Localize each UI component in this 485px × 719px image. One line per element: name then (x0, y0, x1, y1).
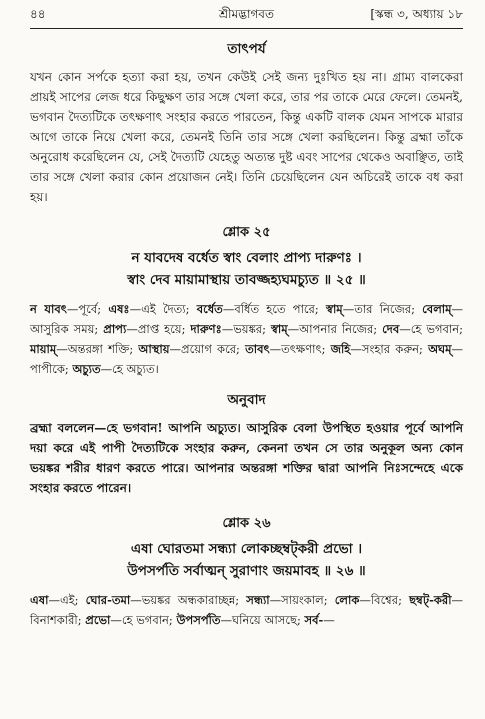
translation-heading: অনুবাদ (227, 392, 266, 408)
verse-25-synonyms (30, 299, 463, 379)
synonym-word: ছম্বট্-করী (409, 593, 452, 607)
synonym-separator: — (100, 362, 113, 376)
synonym-separator: — (110, 613, 122, 627)
synonym-word: বর্ধেত (196, 302, 223, 316)
synonym-meaning: হে ভগবান; (121, 613, 177, 627)
synonym-separator: — (222, 302, 235, 316)
book-title: শ্রীমদ্ভাগবত (218, 7, 274, 21)
synonym-meaning: হে অচ্যুত। (112, 362, 159, 376)
synonym-separator: — (342, 302, 355, 316)
synonym-word: সর্ব- (304, 613, 324, 627)
synonym-word: স্বাম্ (270, 322, 288, 336)
synonym-meaning: তৎক্ষণাৎ; (281, 342, 331, 356)
synonym-separator: — (129, 302, 142, 316)
purport-text: যখন কোন সর্পকে হত্যা করা হয়, তখন কেউই সেই জন্য দুঃখিত হয় না। গ্রাম্য বালকেরা প্রায়ই সাপের লেজ ধরে কিছুক্ষণ তার সঙ্গে খেলা করে, তার পর তাকে মেরে ফেলে। তেমনই, ভগবান দৈত্যটিকে তৎক্ষণাৎ সংহার করতে পারতেন, কিন্তু একটি বালক যেমন সাপকে মারার আগে তাকে নিয়ে খেলা করে, তেমনই তিনি তার সঙ্গে খেলা করছিলেন। কিন্তু ব্রহ্মা তাঁকে অনুরোধ করেছিলেন যে, সেই দৈত্যটি যেহেতু অত্যন্ত দুষ্ট এবং সাপের থেকেও অবাঞ্ছিত, তাই তার সঙ্গে খেলা করার কোন প্রয়োজন নেই। তিনি চেয়েছিলেন যেন অচিরেই তাকে বধ করা হয়। (30, 70, 463, 204)
synonym-word: বেলাম্ (422, 302, 452, 316)
synonym-separator: — (451, 302, 463, 316)
synonym-meaning: সায়ংকাল; (281, 593, 335, 607)
verse-25-line-2: স্বাং দেব মায়ামাস্থায় তাবজ্জহ্যঘমচ্যুত ॥ ২৫ ॥ (127, 272, 366, 288)
synonym-word: দেব (382, 322, 400, 336)
synonym-word: দারুণঃ (190, 322, 222, 336)
verse-26-line-1: এষা ঘোরতমা সন্ধ্যা লোকচ্ছম্বট্‌করী প্রভো । (130, 541, 363, 557)
verse-25-title: শ্লোক ২৫ (222, 225, 271, 240)
synonym-separator: — (287, 322, 300, 336)
synonym-meaning: বিনাশকারী; (30, 613, 86, 627)
synonym-meaning: পাপীকে; (30, 362, 73, 376)
synonym-meaning: আসুরিক সময়; (30, 322, 104, 336)
header-rule (30, 28, 463, 29)
synonym-meaning: এই দৈত্য; (141, 302, 197, 316)
synonym-word: স্বাম্ (325, 302, 343, 316)
synonym-word: ঘোর-তমা (85, 593, 131, 607)
synonym-word: প্রাপ্য (103, 322, 127, 336)
running-header (30, 6, 463, 26)
synonym-meaning: ভয়ঙ্কর অন্ধকারাচ্ছন্ন; (141, 593, 247, 607)
synonym-meaning: অন্তরঙ্গা শক্তি; (67, 342, 139, 356)
synonym-meaning: ঘনিয়ে আসছে; (232, 613, 305, 627)
synonym-separator: — (350, 342, 362, 356)
synonym-separator: — (269, 593, 282, 607)
synonym-word: প্রভো (85, 613, 111, 627)
synonym-word: সন্ধ্যা (246, 593, 270, 607)
synonym-separator: — (451, 342, 464, 356)
verse-25-line-1: ন যাবদেষ বর্ধেত স্বাং বেলাং প্রাপ্য দারুণঃ । (131, 250, 362, 266)
synonym-separator: — (56, 342, 68, 356)
synonym-separator: — (451, 593, 464, 607)
synonym-separator: — (126, 322, 138, 336)
synonym-separator: — (220, 613, 233, 627)
synonym-word: তাবৎ (245, 342, 270, 356)
verse-26-synonyms (30, 590, 463, 630)
synonym-meaning: ভয়ঙ্কর; (233, 322, 271, 336)
synonym-word: ন যাবৎ (30, 302, 67, 316)
synonym-separator: — (221, 322, 234, 336)
verse-26-title: শ্লোক ২৬ (222, 516, 271, 531)
synonym-separator: — (48, 593, 60, 607)
purport-heading: তাৎপর্য (227, 41, 266, 57)
synonym-word: লোক (334, 593, 360, 607)
synonym-word: মায়াম্ (30, 342, 57, 356)
synonym-meaning: এই; (59, 593, 86, 607)
section-label: [স্কন্ধ ৩, অধ্যায় ১৮ (370, 7, 463, 21)
synonym-separator: — (130, 593, 142, 607)
verse-25-translation: ব্রহ্মা বললেন—হে ভগবান! আপনি অচ্যুত। আসুরিক বেলা উপস্থিত হওয়ার পূর্বে আপনি দয়া করে এই পাপী দৈত্যটিকে সংহার করুন, কেননা তখন সে তার অনুকূল অন্য কোন ভয়ঙ্কর শরীর ধারণ করতে পারে। আপনার অন্তরঙ্গা শক্তির দ্বারা আপনি নিঃসন্দেহে একে সংহার করতে পারেন। (30, 421, 463, 495)
synonym-separator: — (66, 302, 79, 316)
synonym-word: উপসর্পতি (176, 613, 221, 627)
synonym-separator: — (359, 593, 371, 607)
synonym-meaning: পূর্বে; (78, 302, 109, 316)
synonym-meaning: বর্ধিত হতে পারে; (234, 302, 326, 316)
synonym-separator: — (323, 613, 335, 627)
synonym-meaning: আপনার নিজের; (299, 322, 383, 336)
synonym-word: অঘম্ (428, 342, 452, 356)
synonym-word: এষা (30, 593, 49, 607)
synonym-separator: — (169, 342, 182, 356)
synonym-meaning: হে ভগবান; (410, 322, 463, 336)
synonym-meaning: বিশ্বের; (370, 593, 410, 607)
synonym-separator: — (399, 322, 411, 336)
verse-26-line-2: উপসর্পতি সর্বাত্মন্ সুরাণাং জয়মাবহ ॥ ২৬ ॥ (127, 563, 366, 579)
synonym-word: অচ্যুত (72, 362, 101, 376)
synonym-separator: — (269, 342, 282, 356)
synonym-word: আস্থায় (138, 342, 170, 356)
page-number: ৪৪ (30, 7, 46, 21)
synonym-word: এষঃ (108, 302, 130, 316)
synonym-meaning: প্রয়োগ করে; (181, 342, 246, 356)
synonym-meaning: প্রাপ্ত হয়ে; (137, 322, 191, 336)
synonym-word: জহি (330, 342, 351, 356)
synonym-meaning: সংহার করুন; (361, 342, 429, 356)
synonym-meaning: তার নিজের; (354, 302, 423, 316)
